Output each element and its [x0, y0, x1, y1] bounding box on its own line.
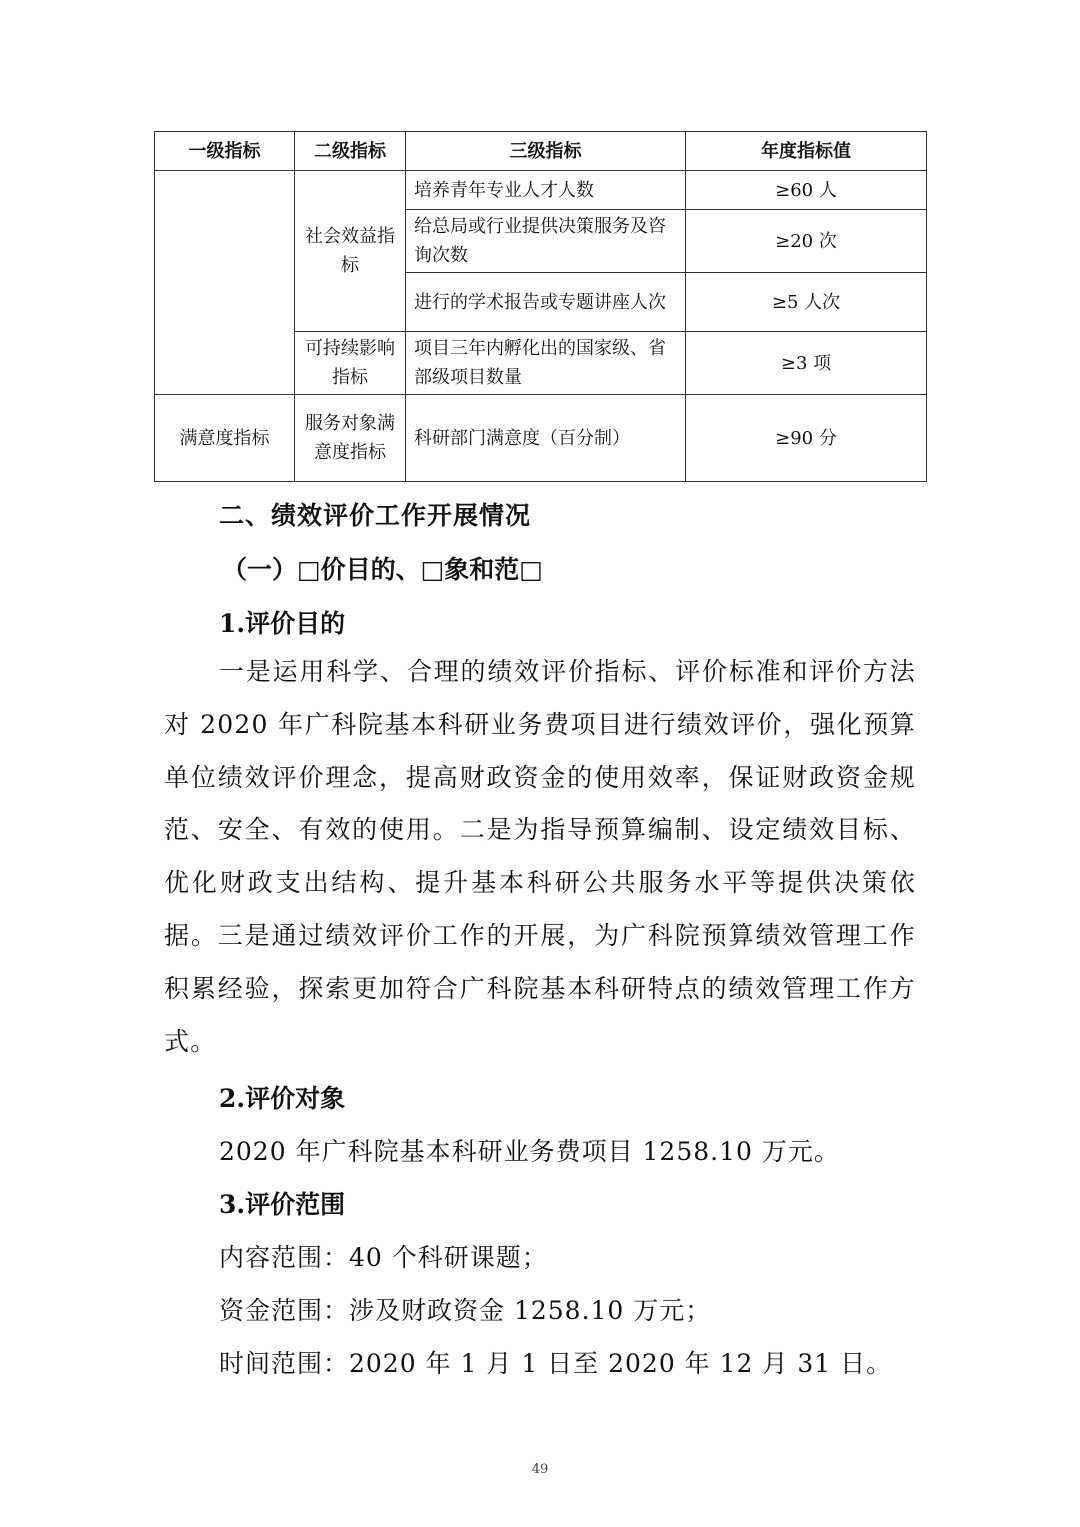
object-text: 2020 年广科院基本科研业务费项目 1258.10 万元。 — [219, 1137, 840, 1166]
table-header-row — [155, 132, 927, 171]
level3-cell: 培养青年专业人才人数 — [406, 171, 686, 210]
purpose-heading: 1.评价目的 — [219, 609, 346, 638]
table-row — [155, 395, 927, 482]
page-number: 49 — [531, 1462, 549, 1477]
level3-cell: 给总局或行业提供决策服务及咨询次数 — [406, 210, 686, 273]
header-annual-value: 年度指标值 — [686, 132, 927, 171]
value-cell: ≥20 次 — [686, 210, 927, 273]
level2-cell: 服务对象满意度指标 — [295, 395, 406, 482]
level3-cell: 项目三年内孵化出的国家级、省部级项目数量 — [406, 332, 686, 395]
level3-cell: 进行的学术报告或专题讲座人次 — [406, 273, 686, 332]
header-level1: 一级指标 — [155, 132, 295, 171]
scope-funds: 资金范围：涉及财政资金 1258.10 万元； — [219, 1296, 712, 1325]
header-level2: 二级指标 — [295, 132, 406, 171]
level2-cell: 可持续影响指标 — [295, 332, 406, 395]
scope-heading: 3.评价范围 — [219, 1190, 346, 1219]
value-cell: ≥3 项 — [686, 332, 927, 395]
table-row — [155, 171, 927, 210]
object-heading: 2.评价对象 — [219, 1084, 346, 1113]
value-cell: ≥5 人次 — [686, 273, 927, 332]
level3-cell: 科研部门满意度（百分制） — [406, 395, 686, 482]
value-cell: ≥60 人 — [686, 171, 927, 210]
value-cell: ≥90 分 — [686, 395, 927, 482]
level2-cell: 社会效益指标 — [295, 171, 406, 332]
section-title: 二、绩效评价工作开展情况 — [219, 501, 532, 530]
level1-cell: 满意度指标 — [155, 395, 295, 482]
scope-time: 时间范围：2020 年 1 月 1 日至 2020 年 12 月 31 日。 — [219, 1349, 893, 1378]
level1-cell-empty — [155, 171, 295, 395]
scope-content: 内容范围：40 个科研课题； — [219, 1243, 548, 1272]
indicator-table — [154, 131, 927, 482]
purpose-paragraph: 一是运用科学、合理的绩效评价指标、评价标准和评价方法对 2020 年广科院基本科研业务费项目进行绩效评价，强化预算单位绩效评价理念，提高财政资金的使用效率，保证财政资金规范、安全、有效的使用。二是为指导预算编制、设定绩效目标、优化财政支出结构、提升基本科研公共服务水平等提供决策依据。三是通过绩效评价工作的开展，为广科院预算绩效管理工作积累经验，探索更加符合广科院基本科研特点的绩效管理工作方式。 — [164, 657, 916, 1056]
header-level3: 三级指标 — [406, 132, 686, 171]
section-subtitle: （一）□价目的、□象和范□ — [222, 555, 543, 584]
